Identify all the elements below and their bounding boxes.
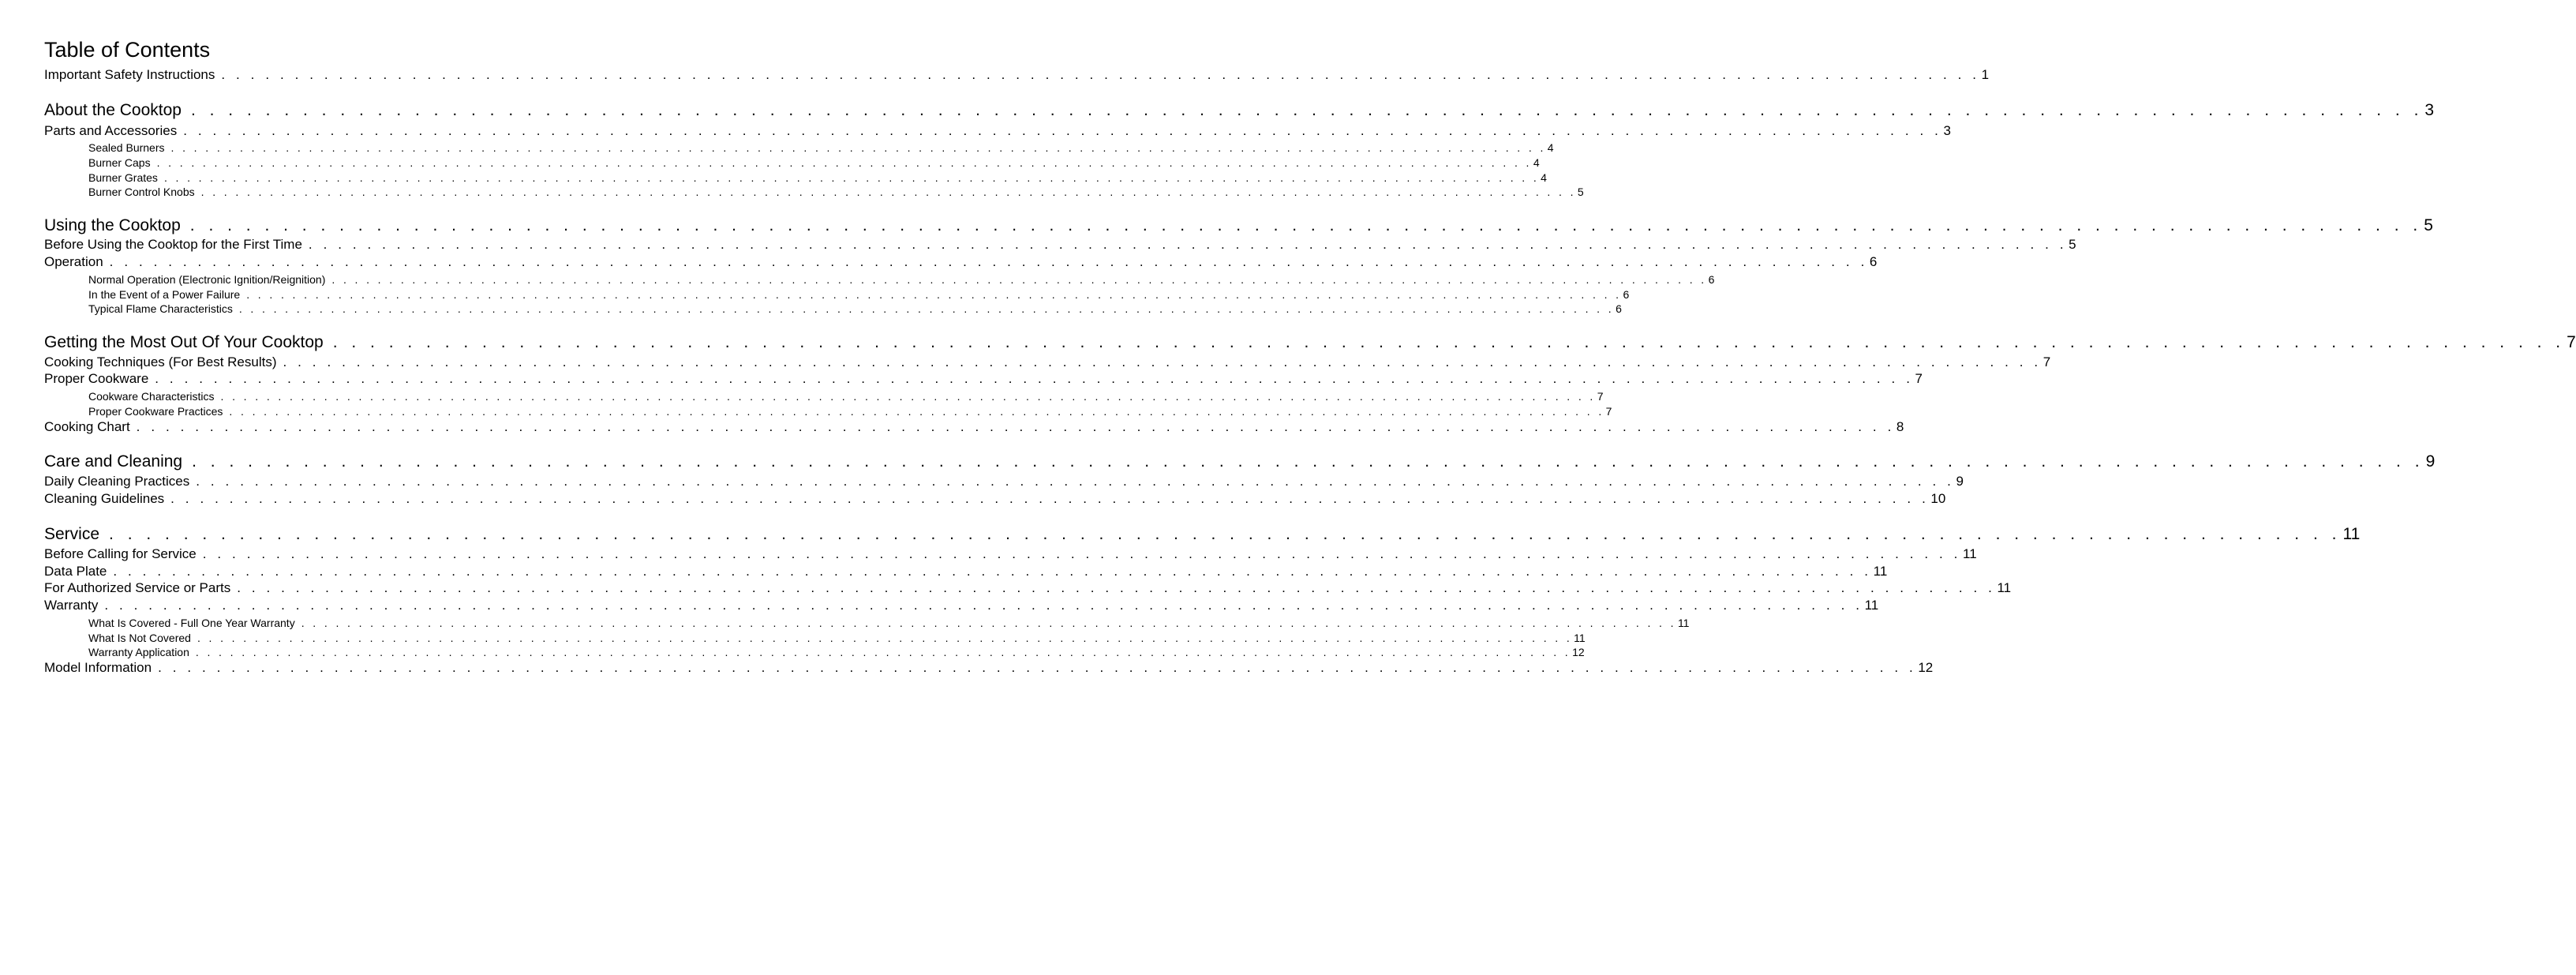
toc-entry-page: 10	[1930, 491, 1946, 506]
dot-leader: . . . . . . . . . . . . . . . . . . . . . . . . . . . . . . . . . . . . . . . . . . . . . . . . . . . . . . . . . . . . . . . . . . . . . . . . . . . . . . . . . . . . . . . . . . . . . . . . . . . . . . . . . . . . . . . . . . . . . . . .	[170, 141, 1546, 154]
dot-leader: . . . . . . . . . . . . . . . . . . . . . . . . . . . . . . . . . . . . . . . . . . . . . . . . . . . . . . . . . . . . . . . . . . . . . . . . . . . . . . . . . . . . . . . . . . . . . . . . . . . . . . . . . . . . . . . . . . . . . . . .	[109, 525, 2342, 543]
toc-subentry[interactable]	[88, 272, 1715, 287]
dot-leader: . . . . . . . . . . . . . . . . . . . . . . . . . . . . . . . . . . . . . . . . . . . . . . . . . . . . . . . . . . . . . . . . . . . . . . . . . . . . . . . . . . . . . . . . . . . . . . . . . . . . . . . . . . . . . . . . . . . . . . . .	[192, 452, 2424, 471]
dot-leader: . . . . . . . . . . . . . . . . . . . . . . . . . . . . . . . . . . . . . . . . . . . . . . . . . . . . . . . . . . . . . . . . . . . . . . . . . . . . . . . . . . . . . . . . . . . . . . . . . . . . . . . . . . . . . . . . . . . . . . . .	[158, 660, 1917, 675]
toc-section-label: Service	[44, 525, 100, 543]
toc-section-label: Getting the Most Out Of Your Cooktop	[44, 333, 324, 351]
toc-section[interactable]	[44, 216, 2433, 236]
toc-section-label: Using the Cooktop	[44, 216, 181, 234]
dot-leader: . . . . . . . . . . . . . . . . . . . . . . . . . . . . . . . . . . . . . . . . . . . . . . . . . . . . . . . . . . . . . . . . . . . . . . . . . . . . . . . . . . . . . . . . . . . . . . . . . . . . . . . . . . . . . . . . . . . . . . . .	[109, 254, 1868, 269]
dot-leader: . . . . . . . . . . . . . . . . . . . . . . . . . . . . . . . . . . . . . . . . . . . . . . . . . . . . . . . . . . . . . . . . . . . . . . . . . . . . . . . . . . . . . . . . . . . . . . . . . . . . . . . . . . . . . . . . . . . . . . . .	[283, 354, 2042, 369]
dot-leader: . . . . . . . . . . . . . . . . . . . . . . . . . . . . . . . . . . . . . . . . . . . . . . . . . . . . . . . . . . . . . . . . . . . . . . . . . . . . . . . . . . . . . . . . . . . . . . . . . . . . . . . . . . . . . . . . . . . . . . . .	[229, 405, 1604, 418]
toc-section-label: About the Cooktop	[44, 101, 182, 119]
toc-section-page: 9	[2425, 452, 2436, 471]
dot-leader: . . . . . . . . . . . . . . . . . . . . . . . . . . . . . . . . . . . . . . . . . . . . . . . . . . . . . . . . . . . . . . . . . . . . . . . . . . . . . . . . . . . . . . . . . . . . . . . . . . . . . . . . . . . . . . . . . . . . . . . .	[237, 580, 1996, 595]
toc-subentry-label: Normal Operation (Electronic Ignition/Reignition)	[88, 273, 326, 286]
toc-entry[interactable]	[44, 579, 2012, 597]
toc-section[interactable]	[44, 452, 2436, 472]
toc-subentry-label: Warranty Application	[88, 646, 189, 658]
toc-entry[interactable]	[44, 659, 1934, 677]
toc-subentry-label: In the Event of a Power Failure	[88, 288, 241, 301]
dot-leader: . . . . . . . . . . . . . . . . . . . . . . . . . . . . . . . . . . . . . . . . . . . . . . . . . . . . . . . . . . . . . . . . . . . . . . . . . . . . . . . . . . . . . . . . . . . . . . . . . . . . . . . . . . . . . . . . . . . . . . . .	[183, 123, 1942, 138]
toc-subentry-label: Sealed Burners	[88, 141, 165, 154]
toc-entry-label: Parts and Accessories	[44, 123, 178, 138]
toc-entry-page: 12	[1918, 660, 1934, 675]
toc-entry[interactable]	[44, 370, 1923, 388]
toc-subentry[interactable]	[88, 389, 1604, 403]
toc-entry[interactable]	[44, 418, 1904, 436]
toc-entry-label: Cooking Techniques (For Best Results)	[44, 354, 277, 369]
toc-section-page: 5	[2424, 216, 2433, 234]
toc-entry-label: Before Calling for Service	[44, 546, 197, 561]
toc-subentry-page: 6	[1708, 273, 1715, 286]
dot-leader: . . . . . . . . . . . . . . . . . . . . . . . . . . . . . . . . . . . . . . . . . . . . . . . . . . . . . . . . . . . . . . . . . . . . . . . . . . . . . . . . . . . . . . . . . . . . . . . . . . . . . . . . . . . . . . . . . . . . . . . .	[170, 491, 1930, 506]
toc-section-label: Care and Cleaning	[44, 452, 183, 471]
toc-subentry-label: Typical Flame Characteristics	[88, 302, 233, 315]
toc-entry-label: Daily Cleaning Practices	[44, 474, 190, 489]
dot-leader: . . . . . . . . . . . . . . . . . . . . . . . . . . . . . . . . . . . . . . . . . . . . . . . . . . . . . . . . . . . . . . . . . . . . . . . . . . . . . . . . . . . . . . . . . . . . . . . . . . . . . . . . . . . . . . . . . . . . . . . .	[221, 67, 1980, 82]
toc-subentry[interactable]	[88, 141, 1554, 155]
toc-subentry-page: 11	[1677, 617, 1690, 629]
toc-section[interactable]	[44, 332, 2576, 353]
toc-subentry-label: What Is Not Covered	[88, 632, 191, 644]
dot-leader: . . . . . . . . . . . . . . . . . . . . . . . . . . . . . . . . . . . . . . . . . . . . . . . . . . . . . . . . . . . . . . . . . . . . . . . . . . . . . . . . . . . . . . . . . . . . . . . . . . . . . . . . . . . . . . . . . . . . . . . .	[202, 546, 1961, 561]
toc-entry-label: Important Safety Instructions	[44, 67, 215, 82]
toc-entry-label: Model Information	[44, 660, 152, 675]
toc-subentry[interactable]	[88, 631, 1586, 645]
toc-entry-page: 11	[1864, 598, 1879, 613]
toc-entry-label: Operation	[44, 254, 103, 269]
toc-subentry-page: 4	[1541, 171, 1547, 184]
dot-leader: . . . . . . . . . . . . . . . . . . . . . . . . . . . . . . . . . . . . . . . . . . . . . . . . . . . . . . . . . . . . . . . . . . . . . . . . . . . . . . . . . . . . . . . . . . . . . . . . . . . . . . . . . . . . . . . . . . . . . . . .	[308, 237, 2068, 252]
toc-subentry[interactable]	[88, 302, 1622, 316]
toc-section[interactable]	[44, 100, 2435, 121]
dot-leader: . . . . . . . . . . . . . . . . . . . . . . . . . . . . . . . . . . . . . . . . . . . . . . . . . . . . . . . . . . . . . . . . . . . . . . . . . . . . . . . . . . . . . . . . . . . . . . . . . . . . . . . . . . . . . . . . . . . . . . . .	[200, 186, 1576, 198]
dot-leader: . . . . . . . . . . . . . . . . . . . . . . . . . . . . . . . . . . . . . . . . . . . . . . . . . . . . . . . . . . . . . . . . . . . . . . . . . . . . . . . . . . . . . . . . . . . . . . . . . . . . . . . . . . . . . . . . . . . . . . . .	[196, 474, 1955, 489]
toc-entry-label: Before Using the Cooktop for the First Time	[44, 237, 302, 252]
toc-entry-page: 11	[1997, 580, 2012, 595]
toc-subentry-label: Burner Control Knobs	[88, 186, 195, 198]
toc-entry-label: For Authorized Service or Parts	[44, 580, 231, 595]
dot-leader: . . . . . . . . . . . . . . . . . . . . . . . . . . . . . . . . . . . . . . . . . . . . . . . . . . . . . . . . . . . . . . . . . . . . . . . . . . . . . . . . . . . . . . . . . . . . . . . . . . . . . . . . . . . . . . . . . . . . . . . .	[197, 632, 1573, 644]
toc-entry-label: Cooking Chart	[44, 419, 130, 434]
dot-leader: . . . . . . . . . . . . . . . . . . . . . . . . . . . . . . . . . . . . . . . . . . . . . . . . . . . . . . . . . . . . . . . . . . . . . . . . . . . . . . . . . . . . . . . . . . . . . . . . . . . . . . . . . . . . . . . . . . . . . . . .	[301, 617, 1676, 629]
dot-leader: . . . . . . . . . . . . . . . . . . . . . . . . . . . . . . . . . . . . . . . . . . . . . . . . . . . . . . . . . . . . . . . . . . . . . . . . . . . . . . . . . . . . . . . . . . . . . . . . . . . . . . . . . . . . . . . . . . . . . . . .	[195, 646, 1571, 658]
toc-subentry-label: Cookware Characteristics	[88, 390, 215, 403]
dot-leader: . . . . . . . . . . . . . . . . . . . . . . . . . . . . . . . . . . . . . . . . . . . . . . . . . . . . . . . . . . . . . . . . . . . . . . . . . . . . . . . . . . . . . . . . . . . . . . . . . . . . . . . . . . . . . . . . . . . . . . . .	[156, 156, 1532, 169]
toc-entry[interactable]	[44, 597, 1879, 614]
toc-subentry[interactable]	[88, 185, 1584, 199]
toc-entry-page: 5	[2069, 237, 2076, 252]
dot-leader: . . . . . . . . . . . . . . . . . . . . . . . . . . . . . . . . . . . . . . . . . . . . . . . . . . . . . . . . . . . . . . . . . . . . . . . . . . . . . . . . . . . . . . . . . . . . . . . . . . . . . . . . . . . . . . . . . . . . . . . .	[238, 302, 1615, 315]
toc-entry-page: 8	[1896, 419, 1904, 434]
dot-leader: . . . . . . . . . . . . . . . . . . . . . . . . . . . . . . . . . . . . . . . . . . . . . . . . . . . . . . . . . . . . . . . . . . . . . . . . . . . . . . . . . . . . . . . . . . . . . . . . . . . . . . . . . . . . . . . . . . . . . . . .	[155, 371, 1914, 386]
toc-subentry[interactable]	[88, 616, 1690, 630]
toc-entry[interactable]	[44, 473, 1964, 490]
toc-subentry[interactable]	[88, 404, 1612, 418]
toc-entry-page: 11	[1873, 564, 1888, 579]
toc-section-page: 11	[2342, 525, 2361, 543]
toc-entry-label: Data Plate	[44, 564, 107, 579]
dot-leader: . . . . . . . . . . . . . . . . . . . . . . . . . . . . . . . . . . . . . . . . . . . . . . . . . . . . . . . . . . . . . . . . . . . . . . . . . . . . . . . . . . . . . . . . . . . . . . . . . . . . . . . . . . . . . . . . . . . . . . . .	[136, 419, 1895, 434]
toc-subentry[interactable]	[88, 156, 1540, 170]
toc-entry[interactable]	[44, 546, 1977, 563]
toc-entry[interactable]	[44, 563, 1888, 580]
toc-entry[interactable]	[44, 354, 2051, 371]
dot-leader: . . . . . . . . . . . . . . . . . . . . . . . . . . . . . . . . . . . . . . . . . . . . . . . . . . . . . . . . . . . . . . . . . . . . . . . . . . . . . . . . . . . . . . . . . . . . . . . . . . . . . . . . . . . . . . . . . . . . . . . .	[163, 171, 1540, 184]
toc-entry-page: 9	[1956, 474, 1964, 489]
toc-entry[interactable]	[44, 122, 1951, 140]
toc-subentry-page: 12	[1572, 646, 1585, 658]
toc-entry[interactable]	[44, 236, 2076, 253]
toc-subentry-page: 6	[1623, 288, 1630, 301]
toc-subentry[interactable]	[88, 287, 1630, 302]
toc-entry-page: 7	[2042, 354, 2051, 369]
toc-section[interactable]	[44, 524, 2361, 545]
page-title: Table of Contents	[44, 38, 211, 62]
toc-subentry-label: Burner Grates	[88, 171, 158, 184]
toc-subentry-page: 4	[1547, 141, 1554, 154]
toc-entry[interactable]	[44, 66, 1990, 84]
toc-entry-label: Proper Cookware	[44, 371, 149, 386]
toc-subentry[interactable]	[88, 171, 1547, 185]
toc-subentry[interactable]	[88, 645, 1585, 659]
toc-subentry-page: 7	[1605, 405, 1612, 418]
toc-subentry-page: 11	[1574, 632, 1586, 644]
dot-leader: . . . . . . . . . . . . . . . . . . . . . . . . . . . . . . . . . . . . . . . . . . . . . . . . . . . . . . . . . . . . . . . . . . . . . . . . . . . . . . . . . . . . . . . . . . . . . . . . . . . . . . . . . . . . . . . . . . . . . . . .	[113, 564, 1872, 579]
toc-entry-page: 3	[1943, 123, 1951, 138]
toc-entry-page: 11	[1963, 546, 1977, 561]
toc-subentry-page: 4	[1533, 156, 1540, 169]
dot-leader: . . . . . . . . . . . . . . . . . . . . . . . . . . . . . . . . . . . . . . . . . . . . . . . . . . . . . . . . . . . . . . . . . . . . . . . . . . . . . . . . . . . . . . . . . . . . . . . . . . . . . . . . . . . . . . . . . . . . . . . .	[332, 333, 2566, 351]
dot-leader: . . . . . . . . . . . . . . . . . . . . . . . . . . . . . . . . . . . . . . . . . . . . . . . . . . . . . . . . . . . . . . . . . . . . . . . . . . . . . . . . . . . . . . . . . . . . . . . . . . . . . . . . . . . . . . . . . . . . . . . .	[331, 273, 1707, 286]
toc-section-page: 7	[2567, 333, 2576, 351]
dot-leader: . . . . . . . . . . . . . . . . . . . . . . . . . . . . . . . . . . . . . . . . . . . . . . . . . . . . . . . . . . . . . . . . . . . . . . . . . . . . . . . . . . . . . . . . . . . . . . . . . . . . . . . . . . . . . . . . . . . . . . . .	[190, 101, 2424, 119]
dot-leader: . . . . . . . . . . . . . . . . . . . . . . . . . . . . . . . . . . . . . . . . . . . . . . . . . . . . . . . . . . . . . . . . . . . . . . . . . . . . . . . . . . . . . . . . . . . . . . . . . . . . . . . . . . . . . . . . . . . . . . . .	[220, 390, 1596, 403]
toc-entry-label: Warranty	[44, 598, 99, 613]
toc-entry[interactable]	[44, 253, 1878, 271]
toc-entry[interactable]	[44, 490, 1946, 508]
toc-subentry-page: 7	[1597, 390, 1604, 403]
dot-leader: . . . . . . . . . . . . . . . . . . . . . . . . . . . . . . . . . . . . . . . . . . . . . . . . . . . . . . . . . . . . . . . . . . . . . . . . . . . . . . . . . . . . . . . . . . . . . . . . . . . . . . . . . . . . . . . . . . . . . . . .	[246, 288, 1622, 301]
toc-subentry-page: 5	[1577, 186, 1584, 198]
dot-leader: . . . . . . . . . . . . . . . . . . . . . . . . . . . . . . . . . . . . . . . . . . . . . . . . . . . . . . . . . . . . . . . . . . . . . . . . . . . . . . . . . . . . . . . . . . . . . . . . . . . . . . . . . . . . . . . . . . . . . . . .	[189, 216, 2423, 234]
toc-subentry-label: Proper Cookware Practices	[88, 405, 223, 418]
toc-section-page: 3	[2424, 101, 2435, 119]
dot-leader: . . . . . . . . . . . . . . . . . . . . . . . . . . . . . . . . . . . . . . . . . . . . . . . . . . . . . . . . . . . . . . . . . . . . . . . . . . . . . . . . . . . . . . . . . . . . . . . . . . . . . . . . . . . . . . . . . . . . . . . .	[104, 598, 1863, 613]
toc-subentry-label: Burner Caps	[88, 156, 151, 169]
toc-entry-page: 7	[1915, 371, 1923, 386]
toc-subentry-page: 6	[1616, 302, 1622, 315]
toc-entry-page: 1	[1981, 67, 1990, 82]
toc-entry-page: 6	[1869, 254, 1878, 269]
toc-subentry-label: What Is Covered - Full One Year Warranty	[88, 617, 295, 629]
toc-entry-label: Cleaning Guidelines	[44, 491, 165, 506]
